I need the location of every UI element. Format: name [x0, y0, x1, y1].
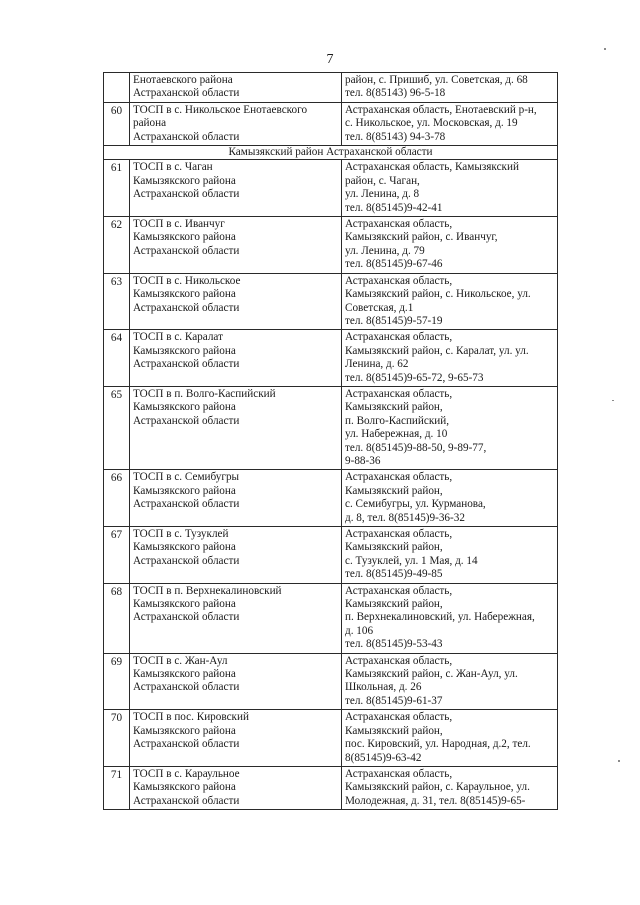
scan-speck	[618, 760, 620, 762]
office-name: ТОСП в с. Тузуклей Камызякского района Астраханской области	[130, 527, 342, 584]
table-row-continued	[104, 73, 558, 103]
office-name: ТОСП в п. Волго-Каспийский Камызякского района Астраханской области	[130, 386, 342, 469]
row-number: 71	[104, 766, 130, 809]
office-name: ТОСП в с. Никольское Камызякского района Астраханской области	[130, 273, 342, 330]
table-row	[104, 583, 558, 653]
office-address: Астраханская область, Камызякский район, с. Чаган, ул. Ленина, д. 8 тел. 8(85145)9-42-41	[342, 160, 558, 217]
office-address: Астраханская область, Камызякский район, с. Каралат, ул. ул. Ленина, д. 62 тел. 8(85145)9-65-72, 9-65-73	[342, 330, 558, 387]
table-row	[104, 217, 558, 274]
office-address: Астраханская область, Камызякский район, п. Верхнекалиновский, ул. Набережная, д. 106 тел. 8(85145)9-53-43	[342, 583, 558, 653]
table-row	[104, 330, 558, 387]
table-row	[104, 527, 558, 584]
office-name: Енотаевского района Астраханской области	[130, 73, 342, 103]
table-row	[104, 386, 558, 469]
row-number: 66	[104, 470, 130, 527]
office-name: ТОСП в с. Каралат Камызякского района Астраханской области	[130, 330, 342, 387]
page-number: 7	[326, 52, 334, 67]
offices-table-body	[104, 73, 558, 810]
office-address: район, с. Пришиб, ул. Советская, д. 68 тел. 8(85143) 96-5-18	[342, 73, 558, 103]
row-number: 63	[104, 273, 130, 330]
district-title: Камызякский район Астраханской области	[104, 146, 558, 160]
office-name: ТОСП в с. Никольское Енотаевского района Астраханской области	[130, 102, 342, 145]
office-address: Астраханская область, Камызякский район, с. Никольское, ул. Советская, д.1 тел. 8(85145)9-57-19	[342, 273, 558, 330]
table-row	[104, 273, 558, 330]
row-number: 69	[104, 653, 130, 710]
office-name: ТОСП в пос. Кировский Камызякского района Астраханской области	[130, 710, 342, 767]
table-row	[104, 470, 558, 527]
table-row	[104, 710, 558, 767]
row-number: 62	[104, 217, 130, 274]
table-row	[104, 766, 558, 809]
table-row	[104, 102, 558, 145]
office-address: Астраханская область, Енотаевский р-н, с. Никольское, ул. Московская, д. 19 тел. 8(85143) 94-3-78	[342, 102, 558, 145]
office-address: Астраханская область, Камызякский район, пос. Кировский, ул. Народная, д.2, тел. 8(85145)9-63-42	[342, 710, 558, 767]
scan-speck	[604, 48, 606, 50]
office-address: Астраханская область, Камызякский район, с. Семибугры, ул. Курманова, д. 8, тел. 8(85145)9-36-32	[342, 470, 558, 527]
office-address: Астраханская область, Камызякский район, с. Тузуклей, ул. 1 Мая, д. 14 тел. 8(85145)9-49-85	[342, 527, 558, 584]
office-address: Астраханская область, Камызякский район, с. Караульное, ул. Молодежная, д. 31, тел. 8(85145)9-65-	[342, 766, 558, 809]
office-name: ТОСП в с. Семибугры Камызякского района Астраханской области	[130, 470, 342, 527]
row-number: 68	[104, 583, 130, 653]
offices-table	[103, 72, 558, 810]
office-address: Астраханская область, Камызякский район, п. Волго-Каспийский, ул. Набережная, д. 10 тел. 8(85145)9-88-50, 9-89-77, 9-88-36	[342, 386, 558, 469]
row-number: 64	[104, 330, 130, 387]
office-name: ТОСП в п. Верхнекалиновский Камызякского района Астраханской области	[130, 583, 342, 653]
row-number	[104, 73, 130, 103]
table-row	[104, 653, 558, 710]
table-row	[104, 160, 558, 217]
row-number: 67	[104, 527, 130, 584]
row-number: 65	[104, 386, 130, 469]
row-number: 60	[104, 102, 130, 145]
row-number: 61	[104, 160, 130, 217]
office-address: Астраханская область, Камызякский район, с. Иванчуг, ул. Ленина, д. 79 тел. 8(85145)9-67-46	[342, 217, 558, 274]
office-name: ТОСП в с. Жан-Аул Камызякского района Астраханской области	[130, 653, 342, 710]
row-number: 70	[104, 710, 130, 767]
office-address: Астраханская область, Камызякский район, с. Жан-Аул, ул. Школьная, д. 26 тел. 8(85145)9-61-37	[342, 653, 558, 710]
office-name: ТОСП в с. Чаган Камызякского района Астраханской области	[130, 160, 342, 217]
office-name: ТОСП в с. Караульное Камызякского района Астраханской области	[130, 766, 342, 809]
office-name: ТОСП в с. Иванчуг Камызякского района Астраханской области	[130, 217, 342, 274]
district-group-row	[104, 146, 558, 160]
scan-speck	[612, 400, 614, 401]
